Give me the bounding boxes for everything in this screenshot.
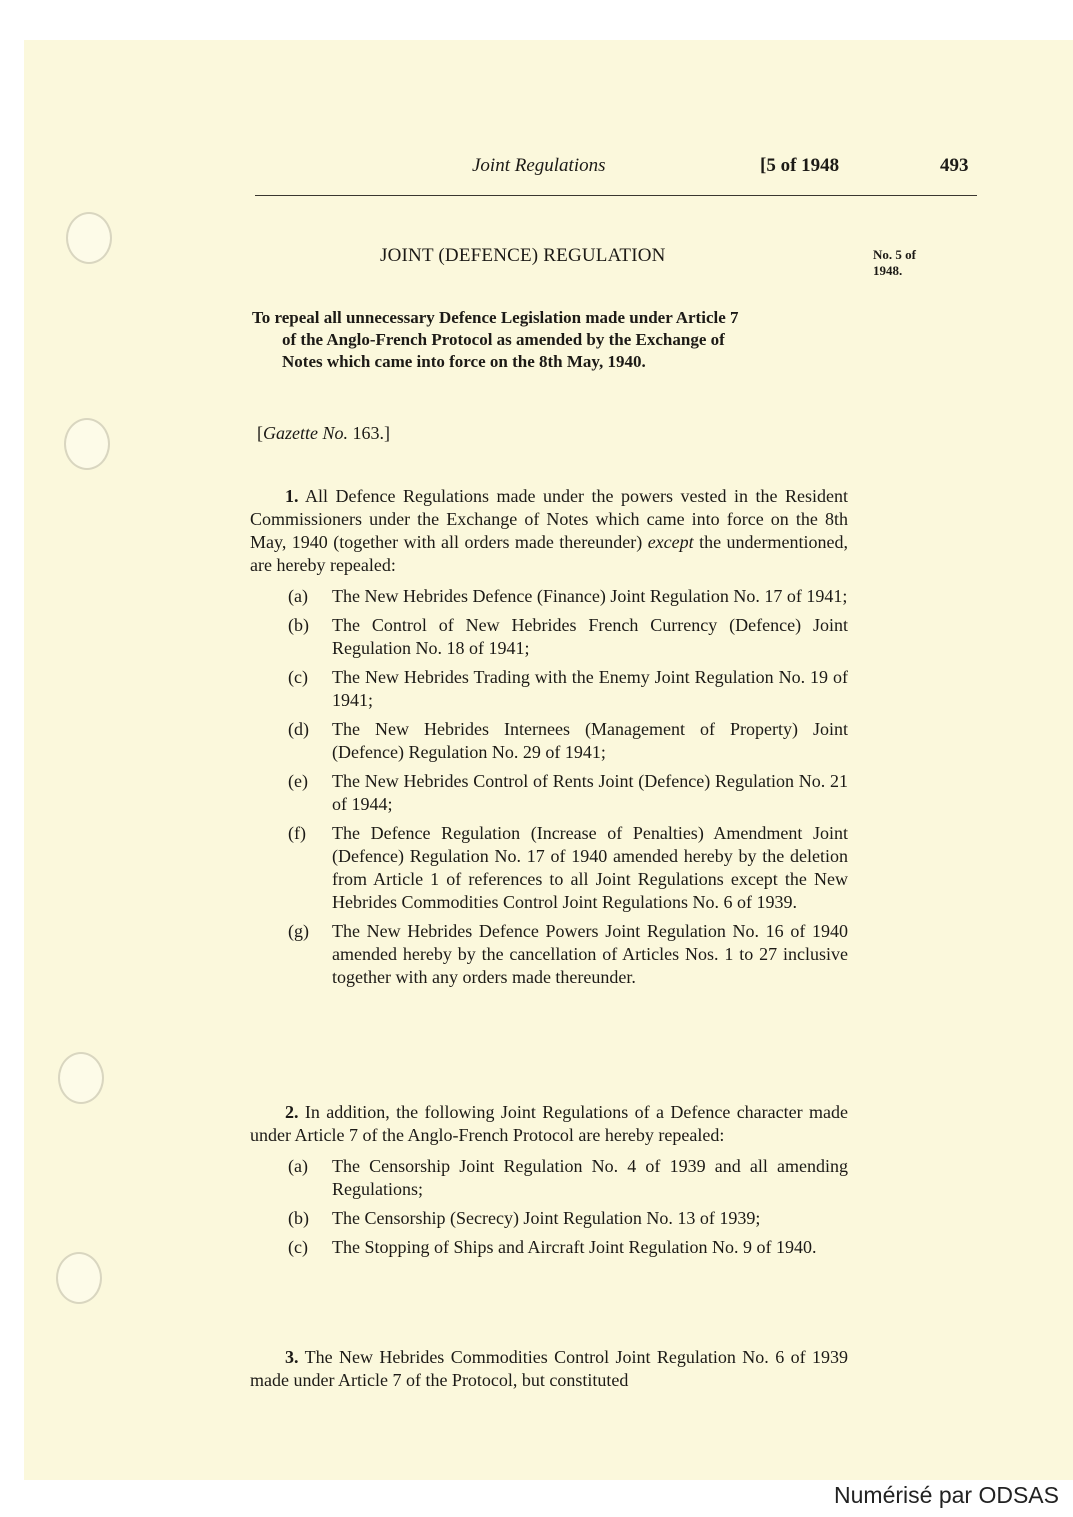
binder-hole-icon bbox=[64, 418, 110, 470]
item-text: The New Hebrides Defence Powers Joint Regulation No. 16 of 1940 amended hereby by the cancellation of Articles Nos. 1 to 27 inclusive together with any orders made thereunder. bbox=[332, 921, 848, 987]
margin-note-line: 1948. bbox=[873, 263, 903, 278]
section-number: 3. bbox=[285, 1347, 299, 1367]
item-text: The Stopping of Ships and Aircraft Joint Regulation No. 9 of 1940. bbox=[332, 1237, 817, 1257]
running-head-title: Joint Regulations bbox=[472, 155, 606, 176]
section-3-text: The New Hebrides Commodities Control Joint Regulation No. 6 of 1939 made under Article 7 of the Protocol, but constituted bbox=[250, 1347, 848, 1390]
gazette-reference bbox=[257, 423, 390, 444]
section-2-paragraph bbox=[250, 1101, 848, 1147]
regulation-subtitle bbox=[252, 307, 850, 373]
item-text: The Control of New Hebrides French Currency (Defence) Joint Regulation No. 18 of 1941; bbox=[332, 615, 848, 658]
section-1-text-after: the undermentioned, are hereby repealed: bbox=[250, 532, 848, 575]
gazette-open: [ bbox=[257, 423, 263, 443]
list-item bbox=[250, 585, 848, 608]
section-2 bbox=[250, 1101, 848, 1265]
header-rule bbox=[255, 195, 977, 196]
item-label: (f) bbox=[288, 823, 306, 843]
section-2-text: In addition, the following Joint Regulations of a Defence character made under Article 7 of the Anglo-French Protocol are hereby repealed: bbox=[250, 1102, 848, 1145]
list-item bbox=[250, 718, 848, 764]
binder-hole-icon bbox=[58, 1052, 104, 1104]
item-label: (c) bbox=[288, 1237, 308, 1257]
binder-hole-icon bbox=[66, 212, 112, 264]
margin-note-line: No. 5 of bbox=[873, 247, 916, 262]
section-1-emphasis: except bbox=[647, 532, 694, 552]
item-text: The Censorship (Secrecy) Joint Regulation No. 13 of 1939; bbox=[332, 1208, 761, 1228]
list-item bbox=[250, 1207, 848, 1230]
item-label: (b) bbox=[288, 615, 309, 635]
subtitle-line: To repeal all unnecessary Defence Legislation made under Article 7 bbox=[252, 308, 739, 327]
running-head bbox=[0, 155, 1073, 185]
digitization-watermark: Numérisé par ODSAS bbox=[834, 1482, 1059, 1508]
item-label: (d) bbox=[288, 719, 309, 739]
list-item bbox=[250, 1236, 848, 1259]
section-1-text: All Defence Regulations made under the powers vested in the Resident Commissioners under the Exchange of Notes which came into force on the 8th May, 1940 (together with all orders made thereunder) bbox=[250, 486, 848, 552]
section-1 bbox=[250, 485, 848, 995]
list-item bbox=[250, 920, 848, 989]
list-item bbox=[250, 1155, 848, 1201]
item-text: The New Hebrides Defence (Finance) Joint Regulation No. 17 of 1941; bbox=[332, 586, 848, 606]
running-head-reference: [5 of 1948 bbox=[760, 155, 840, 176]
subtitle-line: of the Anglo-French Protocol as amended by the Exchange of bbox=[282, 330, 725, 349]
regulation-title: JOINT (DEFENCE) REGULATION bbox=[380, 245, 666, 266]
page-number: 493 bbox=[940, 155, 969, 176]
binder-hole-icon bbox=[56, 1252, 102, 1304]
item-label: (a) bbox=[288, 1156, 308, 1176]
item-label: (c) bbox=[288, 667, 308, 687]
list-item bbox=[250, 666, 848, 712]
gazette-label: Gazette No. bbox=[263, 423, 348, 443]
subtitle-line: Notes which came into force on the 8th May, 1940. bbox=[282, 352, 646, 371]
item-text: The Censorship Joint Regulation No. 4 of 1939 and all amending Regulations; bbox=[332, 1156, 848, 1199]
section-3 bbox=[250, 1346, 848, 1392]
item-label: (e) bbox=[288, 771, 308, 791]
list-item bbox=[250, 770, 848, 816]
section-number: 2. bbox=[285, 1102, 299, 1122]
item-label: (b) bbox=[288, 1208, 309, 1228]
item-text: The New Hebrides Control of Rents Joint (Defence) Regulation No. 21 of 1944; bbox=[332, 771, 848, 814]
item-label: (a) bbox=[288, 586, 308, 606]
section-1-paragraph bbox=[250, 485, 848, 577]
list-item bbox=[250, 614, 848, 660]
list-item bbox=[250, 822, 848, 914]
section-2-list bbox=[250, 1155, 848, 1259]
margin-note bbox=[873, 247, 916, 279]
item-text: The New Hebrides Internees (Management of Property) Joint (Defence) Regulation No. 29 of 1941; bbox=[332, 719, 848, 762]
section-number: 1. bbox=[285, 486, 299, 506]
gazette-number: 163.] bbox=[348, 423, 390, 443]
item-label: (g) bbox=[288, 921, 309, 941]
section-1-list bbox=[250, 585, 848, 989]
section-3-paragraph bbox=[250, 1346, 848, 1392]
item-text: The Defence Regulation (Increase of Penalties) Amendment Joint (Defence) Regulation No. 17 of 1940 amended hereby by the deletion from Article 1 of references to all Joint Regulations except the New Hebrides Commodities Control Joint Regulations No. 6 of 1939. bbox=[332, 823, 848, 912]
item-text: The New Hebrides Trading with the Enemy Joint Regulation No. 19 of 1941; bbox=[332, 667, 848, 710]
